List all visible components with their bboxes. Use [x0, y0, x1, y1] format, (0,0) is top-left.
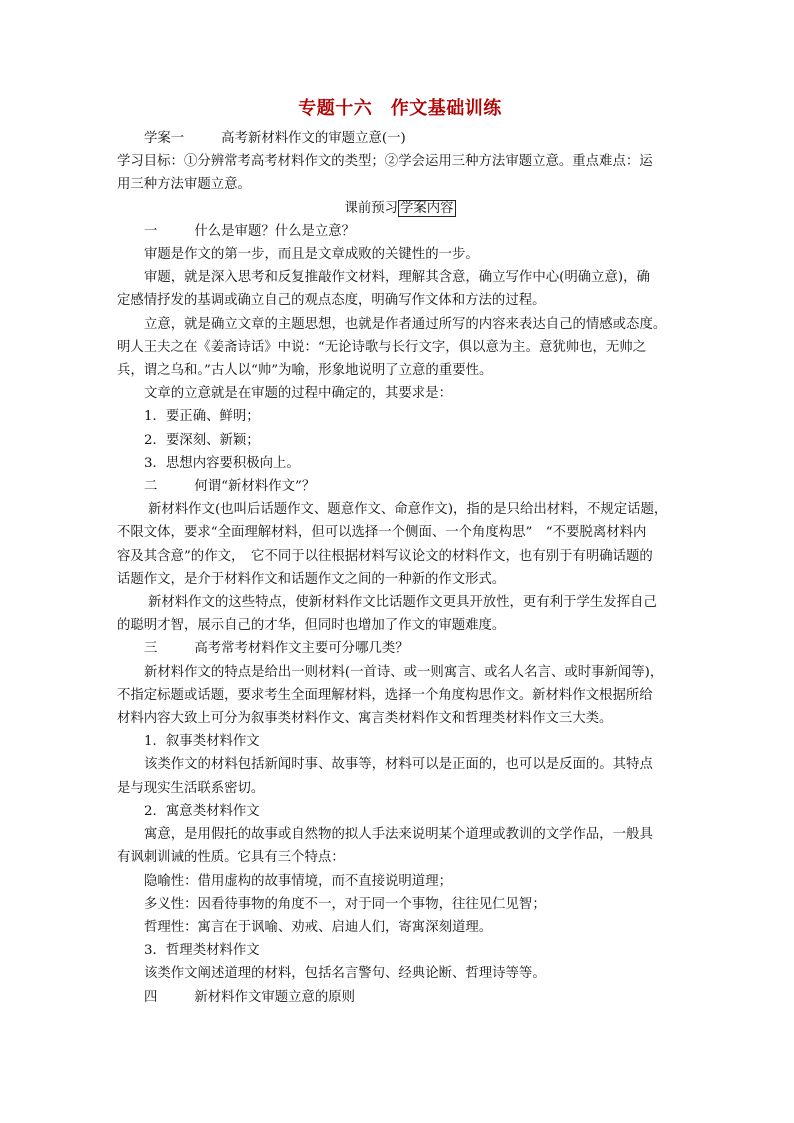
- section-title: 高考常考材料作文主要可分哪几类？: [194, 641, 409, 657]
- section-num: 三: [144, 641, 158, 657]
- paragraph-line: 材料内容大致上可分为叙事类材料作文、寓言类材料作文和哲理类材料作文三大类。: [117, 711, 613, 727]
- paragraph-line: 寓意，是用假托的故事或自然物的拟人手法来说明某个道理或教训的文学作品，一般具: [144, 827, 653, 843]
- subheading: 3．哲理类材料作文: [144, 943, 260, 959]
- subheading: 1．叙事类材料作文: [144, 734, 260, 750]
- paragraph-line: 不指定标题或话题，要求考生全面理解材料，选择一个角度构思作文。新材料作文根据所给: [117, 687, 653, 703]
- section-title: 什么是审题？什么是立意？: [194, 223, 356, 239]
- section-num: 四: [144, 989, 158, 1005]
- objective-line-1: 学习目标：①分辨常考高考材料作文的类型；②学会运用三种方法审题立意。重点难点：运: [117, 154, 653, 170]
- section-title: 新材料作文审题立意的原则: [194, 989, 356, 1005]
- case-label: 学案一: [144, 131, 185, 146]
- section-num: 一: [144, 223, 158, 239]
- paragraph-line: 话题作文，是介于材料作文和话题作文之间的一种新的作文形式。: [117, 571, 506, 587]
- preview-boxed: 学案内容: [400, 200, 454, 216]
- subheading: 2．寓意类材料作文: [144, 803, 260, 819]
- paragraph-line: 不限文体，要求“全面理解材料，但可以选择一个侧面、一个角度构思” “不要脱离材料内: [117, 525, 647, 541]
- paragraph-line: 新材料作文(也叫后话题作文、题意作文、命意作文)，指的是只给出材料，不规定话题，: [148, 502, 668, 518]
- section-title: 何谓“新材料作文”？: [194, 479, 316, 495]
- paragraph-line: 兵，谓之乌和。”古人以“帅”为喻，形象地说明了立意的重要性。: [117, 363, 493, 379]
- case-text: 高考新材料作文的审题立意(一): [221, 131, 406, 146]
- paragraph-line: 有讽刺训诫的性质。它具有三个特点：: [117, 850, 345, 866]
- paragraph-line: 该类作文阐述道理的材料，包括名言警句、经典论断、哲理诗等等。: [144, 966, 546, 982]
- paragraph-line: 的聪明才智，展示自己的才华，但同时也增加了作文的审题难度。: [117, 618, 506, 634]
- paragraph: 文章的立意就是在审题的过程中确定的，其要求是：: [144, 386, 452, 402]
- section-num: 二: [144, 479, 158, 495]
- paragraph-line: 容及其含意”的作文， 它不同于以往根据材料写议论文的材料作文，也有别于有明确话题的: [117, 548, 653, 564]
- list-item: 1．要正确、鲜明；: [144, 409, 260, 425]
- document-title: 专题十六 作文基础训练: [298, 98, 502, 119]
- case-heading: [117, 127, 683, 150]
- document-page: [117, 95, 683, 1009]
- preview-heading: [117, 197, 683, 220]
- section-heading-4: [117, 986, 683, 1009]
- section-heading-1: [117, 220, 683, 243]
- paragraph-line: 立意，就是确立文章的主题思想，也就是作者通过所写的内容来表达自己的情感或态度。: [144, 316, 667, 332]
- list-item: 3．思想内容要积极向上。: [144, 455, 300, 471]
- paragraph-line: 新材料作文的这些特点，使新材料作文比话题作文更具开放性，更有利于学生发挥自己: [148, 595, 657, 611]
- objective-line-2: 用三种方法审题立意。: [117, 177, 251, 193]
- paragraph-line: 定感情抒发的基调或确立自己的观点态度，明确写作文体和方法的过程。: [117, 293, 546, 309]
- feature-item: 哲理性：寓言在于讽喻、劝戒、启迪人们，寄寓深刻道理。: [144, 919, 493, 935]
- paragraph-line: 新材料作文的特点是给出一则材料(一首诗、或一则寓言、或名人名言、或时事新闻等)，: [144, 664, 664, 680]
- feature-item: 多义性：因看待事物的角度不一，对于同一个事物，往往见仁见智；: [144, 896, 546, 912]
- section-heading-2: [117, 475, 683, 498]
- feature-item: 隐喻性：借用虚构的故事情境，而不直接说明道理；: [144, 873, 452, 889]
- paragraph-line: 审题，就是深入思考和反复推敲作文材料，理解其含意，确立写作中心(明确立意)，确: [144, 270, 650, 286]
- list-item: 2．要深刻、新颖；: [144, 432, 260, 448]
- preview-plain: 课前预习: [344, 200, 398, 216]
- paragraph: 审题是作文的第一步，而且是文章成败的关键性的一步。: [144, 247, 479, 263]
- section-heading-3: [117, 637, 683, 660]
- paragraph-line: 明人王夫之在《姜斋诗话》中说：“无论诗歌与长行文字，俱以意为主。意犹帅也，无帅之: [117, 339, 647, 355]
- paragraph-line: 是与现实生活联系密切。: [117, 780, 265, 796]
- paragraph-line: 该类作文的材料包括新闻时事、故事等，材料可以是正面的，也可以是反面的。其特点: [144, 757, 653, 773]
